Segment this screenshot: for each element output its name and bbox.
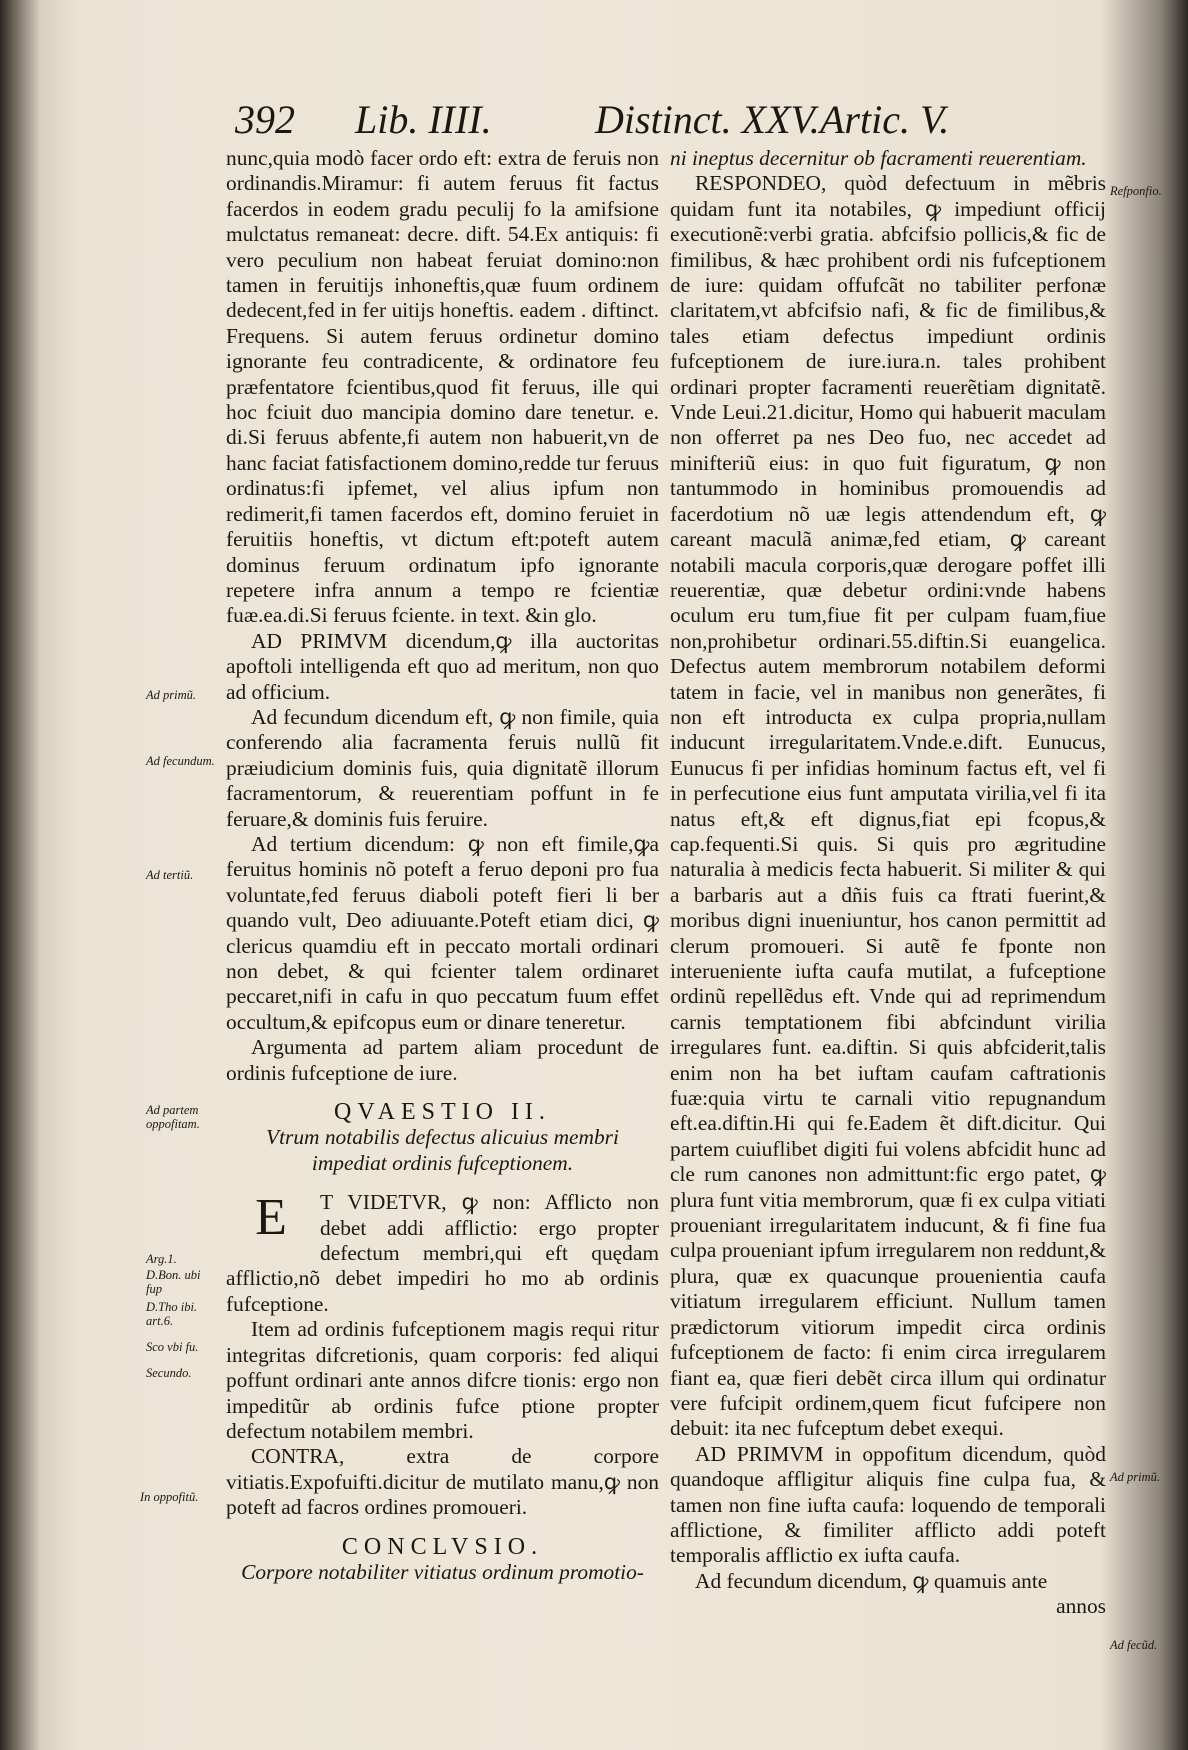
respondeo-paragraph: RESPONDEO, quòd defectuum in mẽbris quidam funt ita notabiles, ꝙ impediunt officij executionẽ:verbi gratia. abfcifsio pollicis,& fic de fimilibus, & hæc prohibent ordi nis fufceptionem de iure: quidam offufcãt no tabiliter perfonæ claritatem,vt abfcifsio nafi, & fic de fimilibus,& tales etiam defectus impediunt ordinis fufceptionem de iure.iura.n. tales prohibent ordinari propter facramenti reuerẽtiam dignitatẽ. Vnde Leui.21.dicitur, Homo qui habuerit maculam non offerret pa nes Deo fuo, nec accedet ad minifteriũ eius: in quo fuit figuratum, ꝙ non tantummodo in hominibus promouendis ad facerdotium nõ uæ legis attendendum eft, ꝙ careant maculã animæ,fed etiam, ꝙ careant notabili macula corporis,quæ derogare poffet illi reuerentiæ, quæ debetur ordini:vnde habens oculum eru tum,fiue fit per culpam fuam,fiue non,prohibetur ordinari.55.diftin.Si euangelica. Defectus autem membrorum notabilem deformi tatem in facie, vel in manibus non generãtes, fi non eft introducta ex culpa propria,nullam inducunt irregularitatem.Vnde.e.dift. Eunucus, Eunucus fi per infidias hominum factus eft, vel fi in perfecutione eius funt amputata virilia,vel fi ita natus eft,& eft dignus,fiat epi fcopus,& cap.fequenti.Si quis. Si quis pro ægritudine naturalia à medicis fecta habuerit. Si militer & qui a barbaris aut a dñis fuis ca ftrati fuerint,& moribus digni inueniuntur, hos canon permittit ad clerum promoueri. Si autẽ fe fponte non interueniente iufta caufa mutilat, a fufceptione ordinũ repellẽdus eft. Vnde qui ad reprimendum carnis temptationem fibi abfcindunt virilia irregulares funt. ea.diftin. Si quis abfciderit,talis enim non ha bet iuftam caufam caftrationis fuæ:quia virtu te carnali vitio repugnandum eft.ea.diftin.Hi qui fe.Eadem ẽt dift.dicitur. Qui partem cuiuflibet digiti fui volens abfcidit hunc ad cle rum canones non admittunt:fic ergo patet, ꝙ plura funt vitia membrorum, quæ fi ex culpa vitiati proueniant irregularitatem inducunt, & fi fine fua culpa proueniant ipfum irregularem non reddunt,& plura, quæ ex quacunque prouenientia caufa vitiatum irregularem efficiunt. Nullum tamen prædictorum vitiorum impedit circa ordinis fufceptionem de facto: fi enim circa irregularem fiant ea, quæ fieri debẽt circa illum qui ordinatur vere fufcipit ordinem,quem ficut fufcipere non debuit: ita nec fufceptum debet exequi. [670, 171, 1106, 1441]
argumenta-paragraph: Argumenta ad partem aliam procedunt de ordinis fufceptione de iure. [226, 1035, 659, 1085]
margin-note: D.Tho ibi. art.6. [146, 1300, 198, 1328]
ad-tertium-paragraph: Ad tertium dicendum: ꝙ non eft fimile,ꝙa feruitus hominis nõ poteft a feruo deponi pro fua voluntate,fed feruus diaboli poteft fieri li ber quando vult, Deo adiuuante.Poteft etiam dici, ꝙ clericus quamdiu eft in peccato mortali ordinari non debet, & qui fcienter talem ordinaret peccaret,nifi in cafu in quo peccatum fuum effet occultum,& epifcopus eum or dinare teneretur. [226, 831, 659, 1034]
article-title: Artic. V. [820, 97, 950, 142]
left-column [226, 146, 659, 1585]
ad-secundum-paragraph: Ad fecundum dicendum, ꝙ quamuis ante [695, 1568, 1048, 1593]
ad-primum-paragraph: AD PRIMVM dicendum,ꝙ illa auctoritas apoftoli intelligenda eft quo ad meritum, non quo ad officium. [226, 628, 659, 704]
conclusio-heading: CONCLVSIO. [341, 1533, 544, 1560]
margin-note: Ad fecundum. [146, 754, 215, 768]
margin-note: Ad primũ. [1110, 1470, 1160, 1484]
running-header [235, 96, 1005, 146]
right-column [670, 146, 1106, 1620]
margin-note: D.Bon. ubi fup [146, 1268, 201, 1296]
conclusio-text: Corpore notabiliter vitiatus ordinum promotio- [241, 1559, 644, 1584]
paragraph: nunc,quia modò facer ordo eft: extra de feruis non ordinandis.Miramur: fi autem feruus fit factus facerdos in eodem gradu peculij fo la amifsione mulctatus remaneat: decre. dift. 54.Ex antiquis: fi vero peculium non habeat feruiat domino:non tamen in feruitijs inhoneftis,quæ fuum ordinem dedecent,fed in fer uitijs honeftis. eadem . diftinct. Frequens. Si autem feruus ordinetur domino ignorante feu contradicente, & ordinatore feu præfentatore fcientibus,quod fit feruus, ille qui hoc fciuit duo mancipia domino dare tenetur. e. di.Si feruus abfente,fi autem non habuerit,vn de hanc faciat fatisfactionem domino,redde tur feruus ordinatus:fi ipfemet, vel alius ipfum non redimerit,fi tamen facerdos eft, domino feruiet in feruitiis honeftis, vt dictum eft:poteft autem dominus feruum ordinatum ipfo ignorante repetere infra annum a tempo re fcientiæ fuæ.ea.di.Si feruus fciente. in text. &in glo. [226, 146, 659, 628]
quaestio-heading: QVAESTIO II. [334, 1099, 551, 1126]
paragraph: Item ad ordinis fufceptionem magis requi ritur integritas difcretionis, quam corporis: fed aliqui poffunt ordinari ante annos difcre tionis: ergo non impeditũr ab ordinis fufce ptione propter defectum notabilem membri. [226, 1317, 659, 1443]
conclusio-continuation: ni ineptus decernitur ob facramenti reuerentiam. [670, 146, 1087, 170]
distinction-title: Distinct. XXV. [595, 97, 820, 142]
margin-note: In oppofitũ. [140, 1490, 199, 1504]
contra-paragraph: CONTRA, extra de corpore vitiatis.Expofuifti.dicitur de mutilato manu,ꝙ non poteft ad facros ordines promoueri. [226, 1444, 659, 1520]
catchword: annos [1056, 1594, 1106, 1619]
book-title: Lib. IIII. [355, 97, 492, 142]
quaestio-subtitle: Vtrum notabilis defectus alicuius membri impediat ordinis fufceptionem. [266, 1125, 619, 1175]
margin-note: Ad primũ. [146, 688, 196, 702]
ad-primum-paragraph: AD PRIMVM in oppofitum dicendum, quòd quandoque affligitur aliquis fine culpa fua, & tamen non fine iufta caufa: loquendo de temporali afflictione, & fimiliter afflicto addi poteft temporalis afflictio ex iufta caufa. [670, 1441, 1106, 1568]
margin-note: Secundo. [146, 1366, 192, 1380]
margin-note: Refponfio. [1110, 184, 1162, 198]
ad-secundum-paragraph: Ad fecundum dicendum eft, ꝙ non fimile, quia conferendo alia facramenta feruis nullũ fit præiudicium dominis fuis, quia dignitatẽ illorum facramentorum, & reuerentiam poffunt in fe feruare,& dominis fuis feruire. [226, 704, 659, 831]
margin-note: Ad partem oppofitam. [146, 1103, 200, 1131]
quaestio-body [226, 1190, 659, 1317]
margin-note: Sco vbi fu. [146, 1340, 199, 1354]
drop-cap: E [255, 1189, 287, 1247]
margin-note: Ad tertiũ. [146, 868, 194, 882]
margin-note: Arg.1. [146, 1252, 177, 1266]
paragraph: T VIDETVR, ꝙ non: Afflicto non debet addi afflictio: ergo propter defectum membri,qui eft quędam afflictio,nõ debet impediri ho mo ab ordinis fufceptione. [226, 1190, 659, 1316]
page-number: 392 [235, 97, 295, 142]
margin-note: Ad fecũd. [1110, 1638, 1158, 1652]
